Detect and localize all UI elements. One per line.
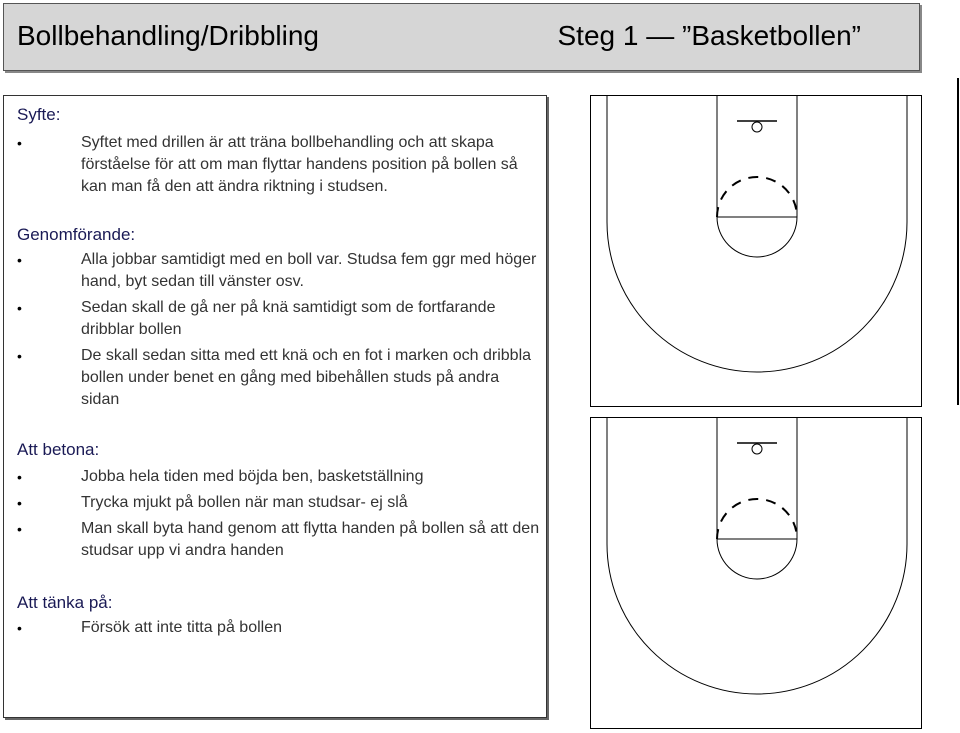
bullet-icon: • [17, 469, 22, 485]
section-title-att-betona: Att betona: [17, 440, 100, 459]
bullet-icon: • [17, 495, 22, 511]
court-diagram-top [590, 95, 922, 407]
bullet-icon: • [17, 620, 22, 636]
page-title: Bollbehandling/Dribbling [17, 20, 319, 51]
bullet-icon: • [17, 135, 22, 151]
court-diagram-bottom [590, 417, 922, 729]
bullet-icon: • [17, 252, 22, 268]
bullet-icon: • [17, 348, 22, 364]
bullet-icon: • [17, 300, 22, 316]
bullet-icon: • [17, 521, 22, 537]
section-title-genomforande: Genomförande: [17, 225, 136, 244]
instructions-panel: Syfte: • Syftet med drillen är att träna bollbehandling och att skapa förståelse för att om man flyttar handens position på bollen så kan man få den att ändra riktning i studsen. Genomförande: • Alla jobbar samtidigt med en boll var. Studsa fem ggr med höger hand, byt sedan till vänster osv. • Sedan skall de gå ner på knä samtidigt som de fortfarande dribblar bollen • De skall sedan sitta med ett knä och en fot i marken och dribbla bollen under benet en gång med bibehållen studs på andra sidan Att betona: • Jobba hela tiden med böjda ben, basketställning • Trycka mjukt på bollen när man studsar- ej slå • Man skall byta hand genom att flytta handen på bollen så att den studsar upp vi andra handen Att tänka på: • Försök att inte titta på bollen [3, 95, 547, 718]
basketball-halfcourt-icon [591, 96, 921, 406]
section-title-syfte: Syfte: [17, 105, 61, 124]
header-bar [3, 3, 920, 71]
section-title-att-tanka-pa: Att tänka på: [17, 593, 113, 612]
basketball-halfcourt-icon [591, 418, 921, 728]
page-edge-divider [957, 78, 959, 405]
step-title: Steg 1 — ”Basketbollen” [557, 20, 861, 51]
